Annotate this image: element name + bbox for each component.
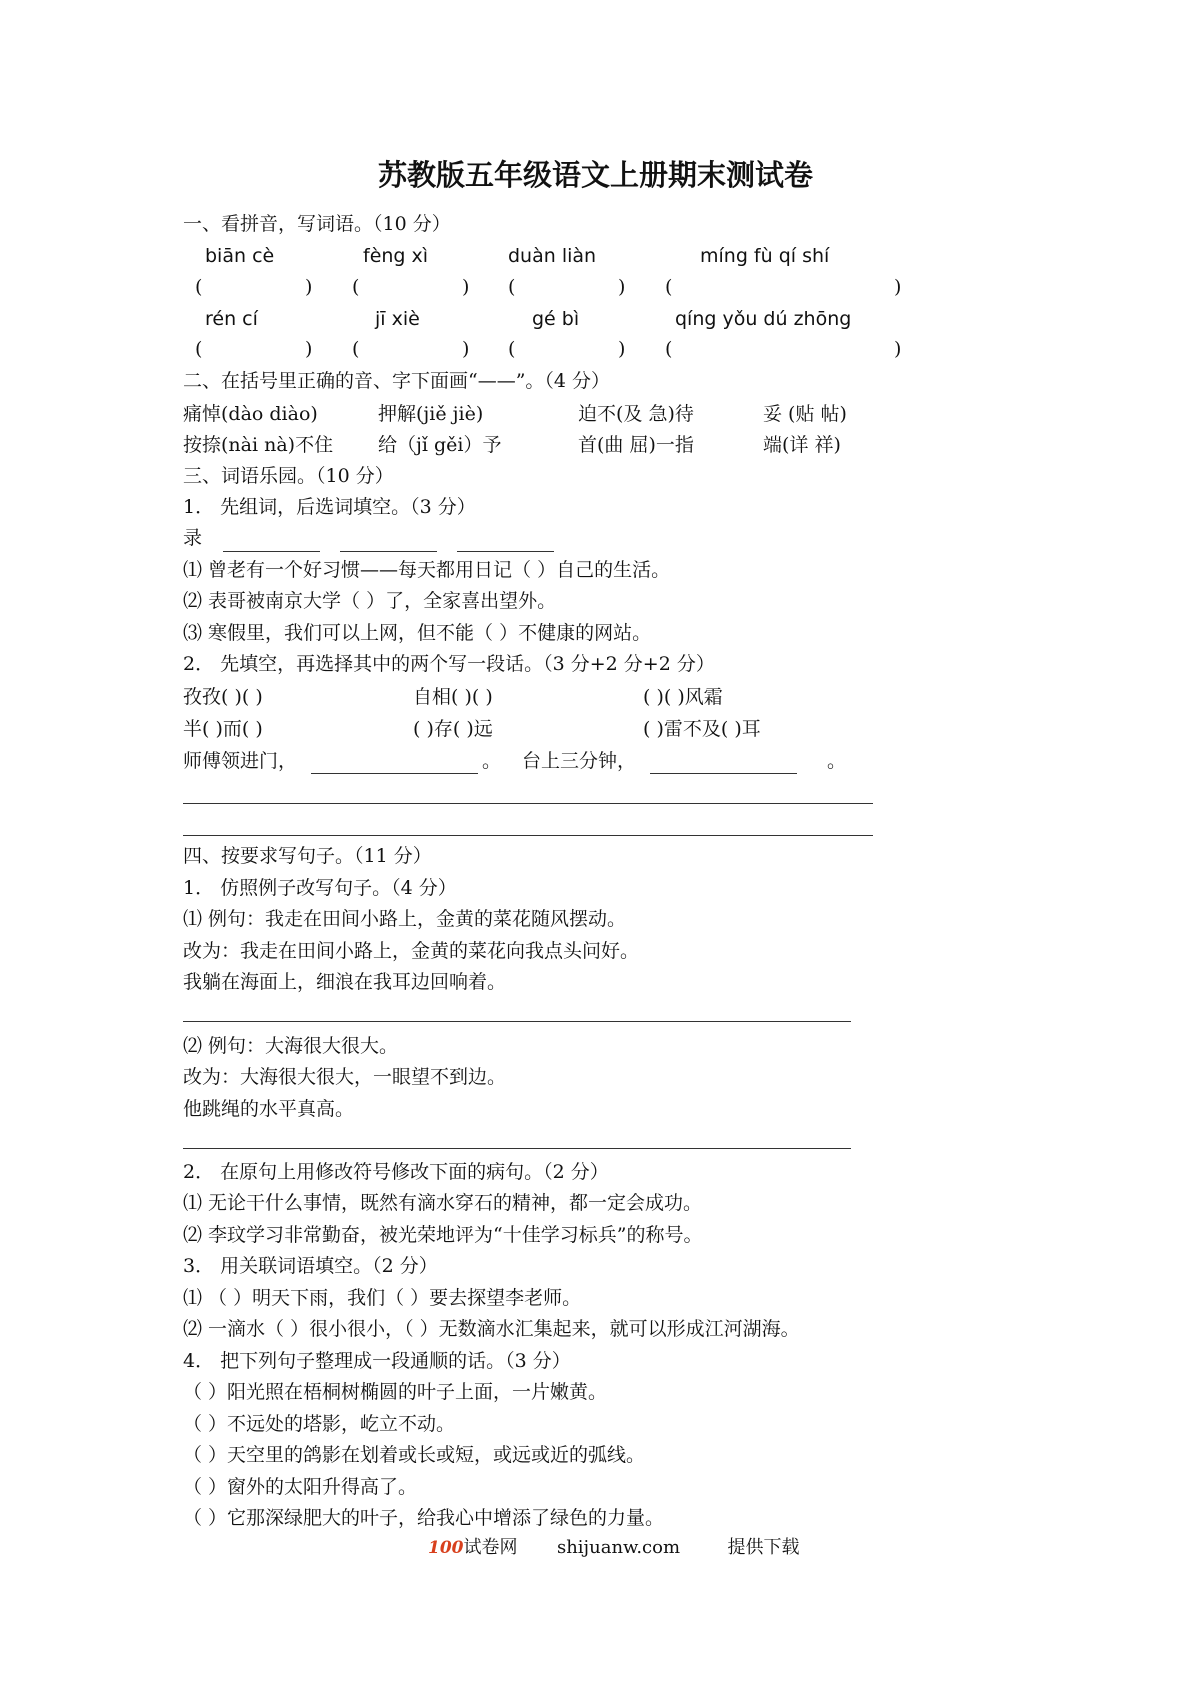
proverb-end: 。 xyxy=(482,750,502,772)
order-sentence: （ ）它那深绿肥大的叶子，给我心中增添了绿色的力量。 xyxy=(183,1507,665,1529)
pinyin-2: fèng xì xyxy=(363,245,429,267)
answer-paren-close: ) xyxy=(305,338,313,360)
choice-item: 端(详 祥) xyxy=(763,434,841,456)
order-sentence: （ ）天空里的鸽影在划着或长或短，或远或近的弧线。 xyxy=(183,1444,646,1466)
idiom-item: ( )存( )远 xyxy=(413,718,493,740)
question-3-1: 1． 先组词，后选词填空。（3 分） xyxy=(183,496,476,518)
char-lu: 录 xyxy=(183,527,203,549)
answer-paren-close: ) xyxy=(618,338,626,360)
idiom-item: ( )( )风霜 xyxy=(643,686,723,708)
question-4-1: 1． 仿照例子改写句子。（4 分） xyxy=(183,877,457,899)
blank-line xyxy=(223,551,320,552)
order-sentence: （ ）不远处的塔影，屹立不动。 xyxy=(183,1413,456,1435)
pinyin-6: jī xiè xyxy=(375,308,420,330)
idiom-item: 孜孜( )( ) xyxy=(183,686,263,708)
idiom-item: 半( )而( ) xyxy=(183,718,263,740)
section-3-heading: 三、词语乐园。（10 分） xyxy=(183,465,394,487)
section-2-heading: 二、在括号里正确的音、字下面画“——”。（4 分） xyxy=(183,370,611,392)
question-4-3: 3． 用关联词语填空。（2 分） xyxy=(183,1255,438,1277)
fill-sentence: ⑵ 表哥被南京大学（ ）了，全家喜出望外。 xyxy=(183,590,557,612)
answer-paren-open: ( xyxy=(665,338,673,360)
answer-paren-close: ) xyxy=(894,276,902,298)
answer-line xyxy=(183,1148,851,1149)
answer-paren-open: ( xyxy=(352,276,360,298)
blank-line xyxy=(311,773,478,774)
answer-paren-close: ) xyxy=(462,338,470,360)
pinyin-5: rén cí xyxy=(205,308,258,330)
proverb-end: 。 xyxy=(827,750,847,772)
choice-item: 按捺(nài nà)不住 xyxy=(183,434,334,456)
answer-paren-open: ( xyxy=(352,338,360,360)
question-4-4: 4． 把下列句子整理成一段通顺的话。（3 分） xyxy=(183,1350,571,1372)
answer-paren-close: ) xyxy=(462,276,470,298)
choice-item: 首(曲 屈)一指 xyxy=(578,434,694,456)
choice-item: 押解(jiě jiè) xyxy=(378,403,484,425)
site-url[interactable]: shijuanw.com xyxy=(556,1537,681,1558)
section-1-heading: 一、看拼音，写词语。（10 分） xyxy=(183,213,451,235)
example-sentence: ⑴ 例句：我走在田间小路上，金黄的菜花随风摆动。 xyxy=(183,908,627,930)
blank-line xyxy=(340,551,437,552)
proverb-fill-a: 师傅领进门， xyxy=(183,750,298,772)
answer-paren-open: ( xyxy=(195,276,203,298)
site-name: 试卷网 xyxy=(463,1537,518,1558)
order-sentence: （ ）窗外的太阳升得高了。 xyxy=(183,1476,418,1498)
footer-tail: 提供下载 xyxy=(727,1537,800,1558)
practice-sentence: 我躺在海面上，细浪在我耳边回响着。 xyxy=(183,971,507,993)
section-4-heading: 四、按要求写句子。（11 分） xyxy=(183,845,432,867)
order-sentence: （ ）阳光照在梧桐树椭圆的叶子上面，一片嫩黄。 xyxy=(183,1381,608,1403)
page-title: 苏教版五年级语文上册期末测试卷 xyxy=(377,158,813,192)
proverb-fill-b: 台上三分钟， xyxy=(522,750,637,772)
footer xyxy=(428,1537,800,1559)
choice-item: 妥 (贴 帖) xyxy=(763,403,847,425)
writing-line xyxy=(183,835,873,836)
answer-paren-open: ( xyxy=(665,276,673,298)
example-sentence: ⑵ 例句：大海很大很大。 xyxy=(183,1035,399,1057)
sick-sentence: ⑵ 李玟学习非常勤奋，被光荣地评为“十佳学习标兵”的称号。 xyxy=(183,1224,703,1246)
site-logo: 100 xyxy=(428,1538,464,1558)
blank-line xyxy=(650,773,797,774)
answer-paren-close: ) xyxy=(618,276,626,298)
sick-sentence: ⑴ 无论干什么事情，既然有滴水穿石的精神，都一定会成功。 xyxy=(183,1192,703,1214)
answer-paren-open: ( xyxy=(508,338,516,360)
answer-paren-open: ( xyxy=(195,338,203,360)
answer-paren-close: ) xyxy=(305,276,313,298)
choice-item: 痛悼(dào diào) xyxy=(183,403,318,425)
blank-line xyxy=(457,551,554,552)
conjunction-sentence: ⑴ （ ）明天下雨，我们（ ）要去探望李老师。 xyxy=(183,1287,582,1309)
idiom-item: 自相( )( ) xyxy=(413,686,493,708)
fill-sentence: ⑶ 寒假里，我们可以上网，但不能（ ）不健康的网站。 xyxy=(183,622,652,644)
example-rewrite: 改为：大海很大很大，一眼望不到边。 xyxy=(183,1066,507,1088)
question-3-2: 2． 先填空，再选择其中的两个写一段话。（3 分+2 分+2 分） xyxy=(183,653,715,675)
choice-item: 迫不(及 急)待 xyxy=(578,403,694,425)
pinyin-4: míng fù qí shí xyxy=(700,245,830,267)
answer-paren-open: ( xyxy=(508,276,516,298)
pinyin-3: duàn liàn xyxy=(508,245,597,267)
answer-line xyxy=(183,1021,851,1022)
pinyin-8: qíng yǒu dú zhōng xyxy=(675,308,852,330)
fill-sentence: ⑴ 曾老有一个好习惯——每天都用日记（ ）自己的生活。 xyxy=(183,559,671,581)
practice-sentence: 他跳绳的水平真高。 xyxy=(183,1098,355,1120)
question-4-2: 2． 在原句上用修改符号修改下面的病句。（2 分） xyxy=(183,1161,609,1183)
idiom-item: ( )雷不及( )耳 xyxy=(643,718,761,740)
answer-paren-close: ) xyxy=(894,338,902,360)
example-rewrite: 改为：我走在田间小路上，金黄的菜花向我点头问好。 xyxy=(183,940,640,962)
writing-line xyxy=(183,803,873,804)
pinyin-7: gé bì xyxy=(532,308,580,330)
choice-item: 给（jǐ gěi）予 xyxy=(378,434,502,456)
conjunction-sentence: ⑵ 一滴水（ ）很小很小，（ ）无数滴水汇集起来，就可以形成江河湖海。 xyxy=(183,1318,800,1340)
pinyin-1: biān cè xyxy=(205,245,275,267)
